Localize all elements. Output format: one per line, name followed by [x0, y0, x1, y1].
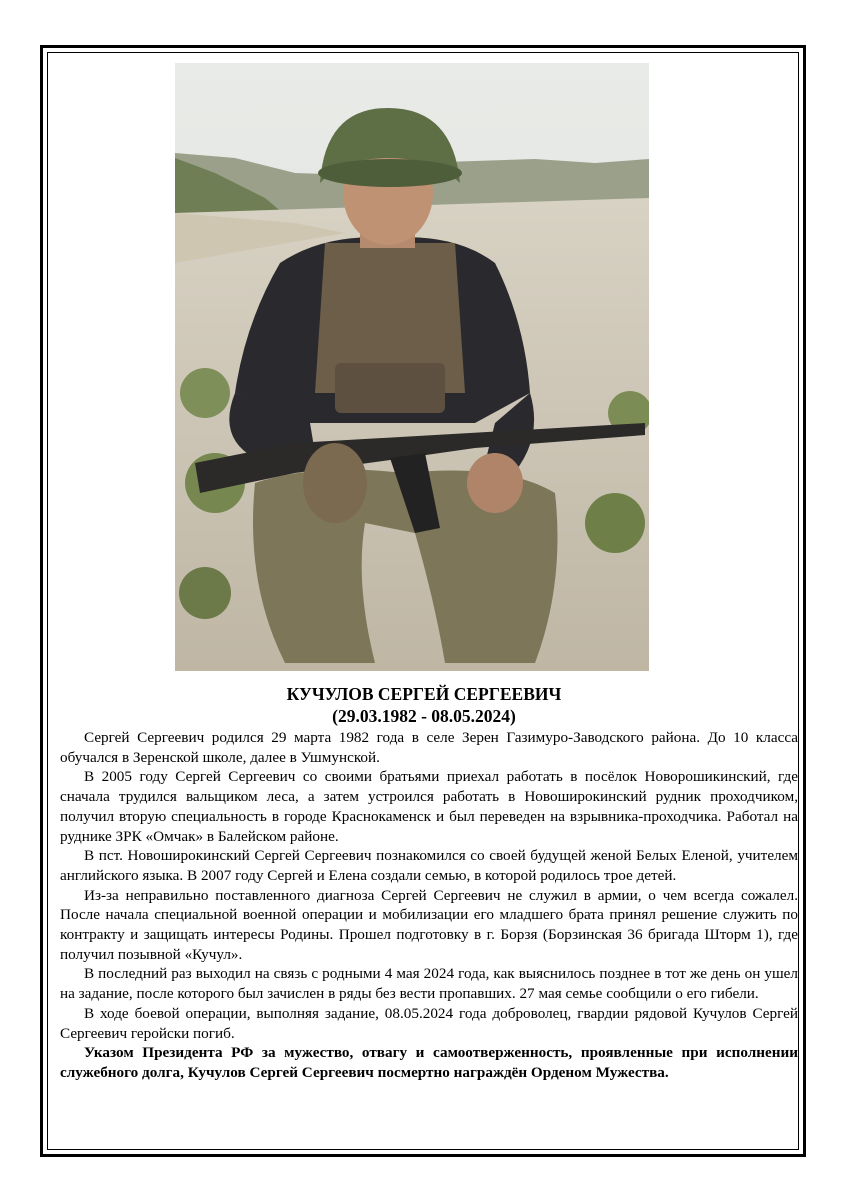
bio-paragraph: В пст. Новоширокинский Сергей Сергеевич познакомился со своей будущей женой Белых Еленой, учителем английского языка. В 2007 году Сергей и Елена создали семью, в которой родилось трое детей.: [60, 847, 798, 884]
soldier-portrait-photo: [175, 63, 649, 671]
bio-paragraph: В ходе боевой операции, выполняя задание, 08.05.2024 года доброволец, гвардии рядовой Кучулов Сергей Сергеевич геройски погиб.: [60, 1004, 798, 1042]
award-statement: Указом Президента РФ за мужество, отвагу и самоотверженность, проявленные при исполнении служебного долга, Кучулов Сергей Сергеевич посмертно награждён Орденом Мужества.: [60, 1044, 798, 1081]
bio-paragraph: Из-за неправильно поставленного диагноза Сергей Сергеевич не служил в армии, о чем всегда сожалел. После начала специальной военной операции и мобилизации его младшего брата принял решение служить по контракту и защищать интересы Родины. Прошел подготовку в г. Борзя (Борзинская 36 бригада Шторм 1), где получил позывной «Кучул».: [60, 886, 798, 963]
person-name-heading: КУЧУЛОВ СЕРГЕЙ СЕРГЕЕВИЧ: [286, 684, 562, 704]
bio-paragraph: Сергей Сергеевич родился 29 марта 1982 года в селе Зерен Газимуро-Заводского района. До 10 класса обучался в Зеренской школе, далее в Ушмунской.: [60, 729, 798, 766]
bio-paragraph: В последний раз выходил на связь с родными 4 мая 2024 года, как выяснилось позднее в тот же день он ушел на задание, после которого был зачислен в ряды без вести пропавших. 27 мая семье сообщили о его гибели.: [60, 965, 798, 1003]
life-dates: (29.03.1982 - 08.05.2024): [332, 706, 516, 726]
bio-paragraph: В 2005 году Сергей Сергеевич со своими братьями приехал работать в посёлок Новорошикинский, где сначала трудился вальщиком леса, а затем устроился работать в Новоширокинский рудник проходчиком, получил вторую специальность в городе Краснокаменск и был переведен на взрывника-проходчика. Работал на руднике ЗРК «Омчак» в Балейском районе.: [60, 768, 798, 845]
biography: [60, 728, 798, 1083]
